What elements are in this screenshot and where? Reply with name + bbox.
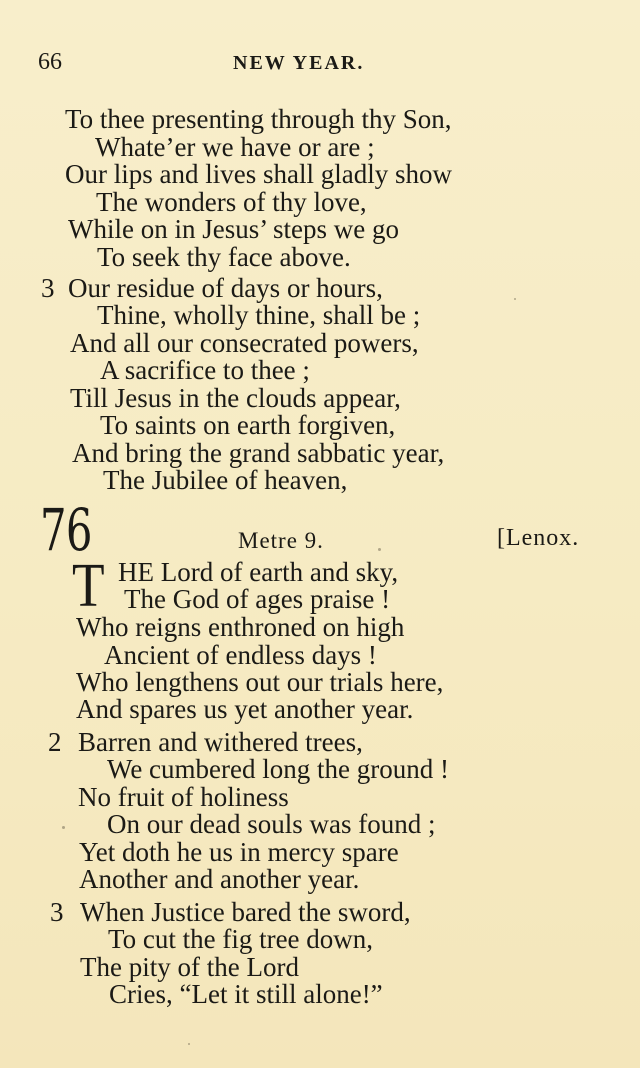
verse-line: To seek thy face above.: [97, 242, 351, 272]
verse-line: To saints on earth forgiven,: [100, 410, 396, 440]
verse-line: Thine, wholly thine, shall be ;: [97, 300, 421, 330]
stanza-number: 3: [50, 897, 64, 927]
verse-line: And spares us yet another year.: [76, 694, 414, 724]
verse-line: To cut the fig tree down,: [108, 924, 374, 954]
verse-line: When Justice bared the sword,: [80, 897, 411, 927]
stanza-number: 3: [41, 273, 55, 303]
paper-speck: [188, 1043, 190, 1045]
metre-label: Metre 9.: [238, 528, 324, 553]
verse-line: Cries, “Let it still alone!”: [109, 979, 383, 1009]
tune-name: [Lenox.: [497, 525, 580, 551]
verse-line: Barren and withered trees,: [78, 727, 363, 757]
verse-line: And all our consecrated powers,: [70, 328, 419, 358]
verse-line: The God of ages praise !: [124, 584, 391, 614]
verse-line: Whate’er we have or are ;: [95, 132, 375, 162]
verse-line: Our residue of days or hours,: [68, 273, 383, 303]
verse-line: We cumbered long the ground !: [107, 754, 449, 784]
verse-line: No fruit of holiness: [78, 782, 289, 812]
verse-line: Yet doth he us in mercy spare: [79, 837, 399, 867]
paper-speck: [62, 826, 65, 829]
running-head: NEW YEAR.: [233, 52, 365, 74]
verse-line: Who lengthens out our trials here,: [76, 667, 444, 697]
hymn-number: 76: [40, 496, 92, 564]
paper-speck: [378, 548, 381, 551]
verse-line: Another and another year.: [79, 864, 360, 894]
verse-line: A sacrifice to thee ;: [100, 355, 310, 385]
verse-line: HE Lord of earth and sky,: [118, 557, 399, 587]
drop-cap: T: [72, 552, 105, 620]
paper-speck: [514, 298, 516, 300]
verse-line: And bring the grand sabbatic year,: [72, 438, 445, 468]
verse-line: To thee presenting through thy Son,: [65, 104, 452, 134]
stanza-number: 2: [48, 727, 62, 757]
verse-line: While on in Jesus’ steps we go: [68, 214, 399, 244]
verse-line: Who reigns enthroned on high: [76, 612, 405, 642]
verse-line: The wonders of thy love,: [96, 187, 367, 217]
verse-line: Till Jesus in the clouds appear,: [70, 383, 401, 413]
verse-line: On our dead souls was found ;: [107, 809, 436, 839]
page-header: [38, 48, 598, 76]
page-number: 66: [38, 49, 62, 75]
verse-line: Our lips and lives shall gladly show: [65, 159, 452, 189]
verse-line: Ancient of endless days !: [104, 640, 377, 670]
verse-line: The Jubilee of heaven,: [103, 465, 348, 495]
verse-line: The pity of the Lord: [80, 952, 299, 982]
